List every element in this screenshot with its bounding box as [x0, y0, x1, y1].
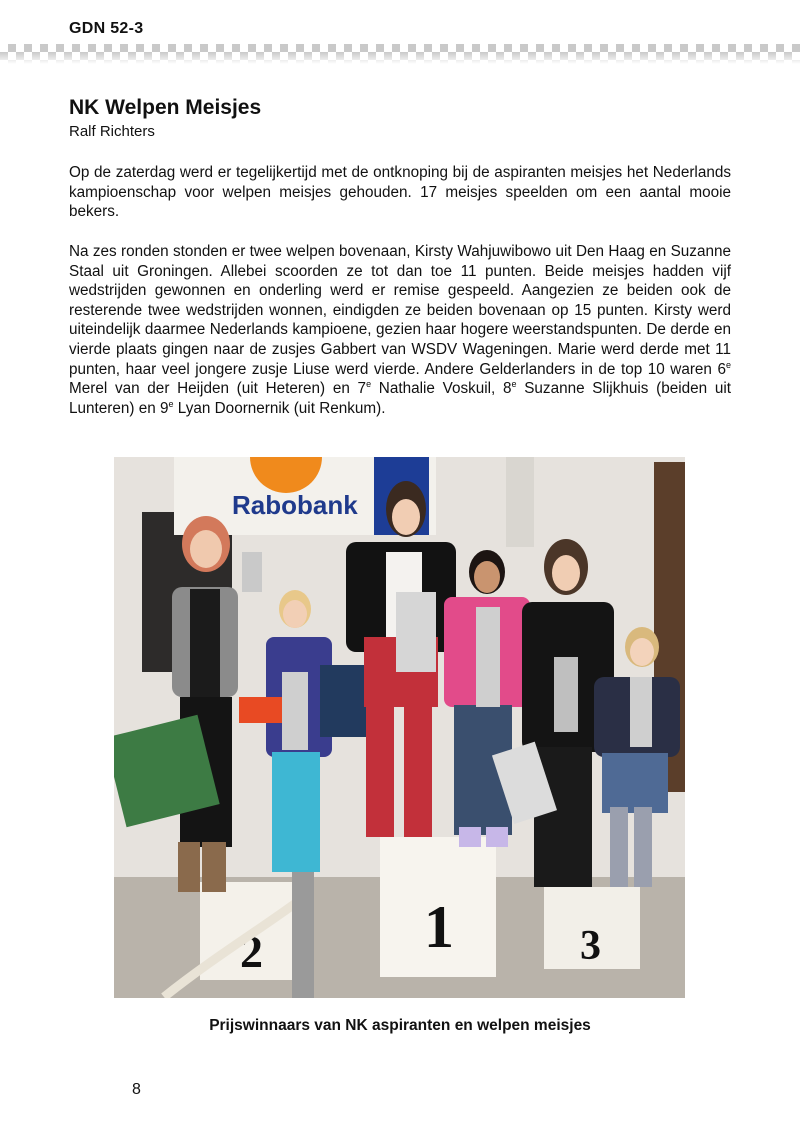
ordinal-suffix: e	[366, 379, 372, 390]
prize-winners-photo	[114, 457, 685, 998]
article-paragraph-1: Op de zaterdag werd er tegelijkertijd met de ontknoping bij de aspiranten meisjes het Nederlands kampioenschap voor welpen meisjes gehouden. 17 meisjes speelden om een aantal mooie bekers.	[69, 164, 731, 221]
photo-caption: Prijswinnaars van NK aspiranten en welpen meisjes	[209, 1017, 591, 1034]
paragraph-2-text: Suzanne Slijkhuis (beiden uit Lunteren) en 9	[69, 380, 731, 417]
banner-text: Rabobank	[232, 490, 358, 520]
podium-label-1: 1	[424, 894, 454, 960]
paragraph-2-text: Merel van der Heijden (uit Heteren) en 7	[69, 380, 367, 398]
wall-speaker	[506, 457, 534, 547]
paragraph-2-text: Na zes ronden stonden er twee welpen bovenaan, Kirsty Wahjuwibowo uit Den Haag en Suzanne Staal uit Groningen. Allebei scoorden ze tot dan toe 11 punten. Beide meisjes hadden vijf wedstrijden gewonnen en onderling werd er remise gespeeld. Aangezien ze beiden ook de resterende twee wedstrijden wonnen, eindigden ze beiden bovenaan op 15 punten. Kirsty werd uiteindelijk daarmee Nederlands kampioene, gezien haar hogere weerstandspunten. De derde en vierde plaats gingen naar de zusjes Gabbert van WSDV Wageningen. Marie werd derde met 11 punten, haar veel jongere zusje Liuse werd vierde. Andere Gelderlanders in de top 10 waren 6	[69, 243, 731, 378]
podium-label-3: 3	[580, 923, 601, 969]
paragraph-2-text: Nathalie Voskuil, 8	[371, 380, 512, 398]
page-number: 8	[132, 1081, 141, 1098]
podium-label-2: 2	[240, 926, 263, 977]
ordinal-suffix: e	[168, 398, 174, 409]
article-author: Ralf Richters	[69, 123, 155, 140]
checkered-header-border	[0, 44, 800, 64]
issue-label: GDN 52-3	[69, 20, 144, 37]
article-paragraph-2	[69, 242, 731, 418]
ordinal-suffix: e	[725, 359, 731, 370]
paragraph-2-text: Lyan Doornernik (uit Renkum).	[173, 399, 386, 417]
ordinal-suffix: e	[511, 379, 517, 390]
article-title: NK Welpen Meisjes	[69, 96, 262, 119]
